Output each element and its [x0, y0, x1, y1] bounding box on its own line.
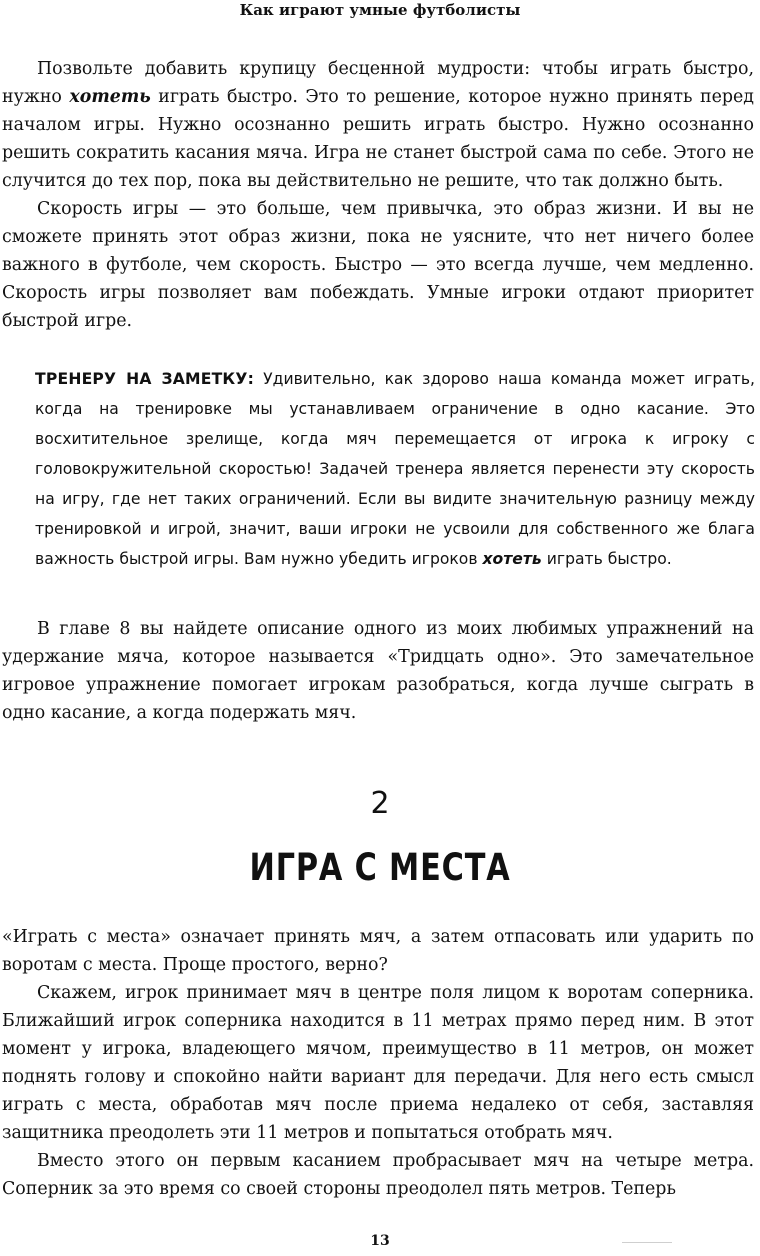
paragraph-text: Позвольте добавить крупицу бесценной мудрости: чтобы играть быстро, нужно [2, 59, 754, 107]
coach-note-text-end: играть быстро. [541, 550, 672, 568]
running-head: Как играют умные футболисты [239, 1, 521, 19]
page-number: 13 [370, 1233, 390, 1249]
coach-note-text: Удивительно, как здорово наша команда может играть, когда на тренировке мы устанавливаем ограничение в одно касание. Это восхитительное зрелище, когда мяч перемещается от игрока к игроку с головокружительной скоростью! Задачей тренера является перенести эту скорость на игру, где нет таких ограничений. Если вы видите значительную разницу между тренировкой и игрой, значит, ваши игроки не усвоили для собственного же блага важность быстрой игры. Вам нужно убедить игроков [35, 370, 755, 568]
coach-note [35, 364, 755, 574]
paragraph: Вместо этого он первым касанием пробрасывает мяч на четыре метра. Соперник за это время со своей стороны преодолел пять метров. Теперь [2, 1151, 754, 1199]
chapter-number: 2 [370, 786, 390, 821]
paragraph: Скажем, игрок принимает мяч в центре поля лицом к воротам соперника. Ближайший игрок соперника находится в 11 метрах прямо перед ним. В этот момент у игрока, владеющего мячом, преимущество в 11 метров, он может поднять голову и спокойно найти вариант для передачи. Для него есть смысл играть с места, обработав мяч после приема недалеко от себя, заставляя защитника преодолеть эти 11 метров и попытаться отобрать мяч. [2, 983, 754, 1143]
corner-mark [622, 1242, 672, 1243]
emphasis-text: хотеть [69, 87, 151, 107]
paragraph [2, 55, 754, 195]
paragraph-text: играть быстро. Это то решение, которое нужно принять перед началом игры. Нужно осознанно решить играть быстро. Нужно осознанно решить сократить касания мяча. Игра не станет быстрой сама по себе. Этого не случится до тех пор, пока вы действительно не решите, что так должно быть. [2, 87, 754, 191]
coach-note-label: ТРЕНЕРУ НА ЗАМЕТКУ: [35, 370, 255, 388]
emphasis-text: хотеть [482, 550, 542, 568]
middle-paragraph [2, 615, 754, 727]
paragraph: Скорость игры — это больше, чем привычка, это образ жизни. И вы не сможете принять этот образ жизни, пока не уясните, что нет ничего более важного в футболе, чем скорость. Быстро — это всегда лучше, чем медленно. Скорость игры позволяет вам побеждать. Умные игроки отдают приоритет быстрой игре. [2, 199, 754, 331]
top-paragraphs [2, 55, 754, 335]
paragraph: «Играть с места» означает принять мяч, а затем отпасовать или ударить по воротам с места. Проще простого, верно? [2, 927, 754, 975]
chapter-title: ИГРА С МЕСТА [249, 846, 511, 889]
bottom-paragraphs [2, 923, 754, 1203]
paragraph: В главе 8 вы найдете описание одного из моих любимых упражнений на удержание мяча, которое называется «Тридцать одно». Это замечательное игровое упражнение помогает игрокам разобраться, когда лучше сыграть в одно касание, а когда подержать мяч. [2, 619, 754, 723]
